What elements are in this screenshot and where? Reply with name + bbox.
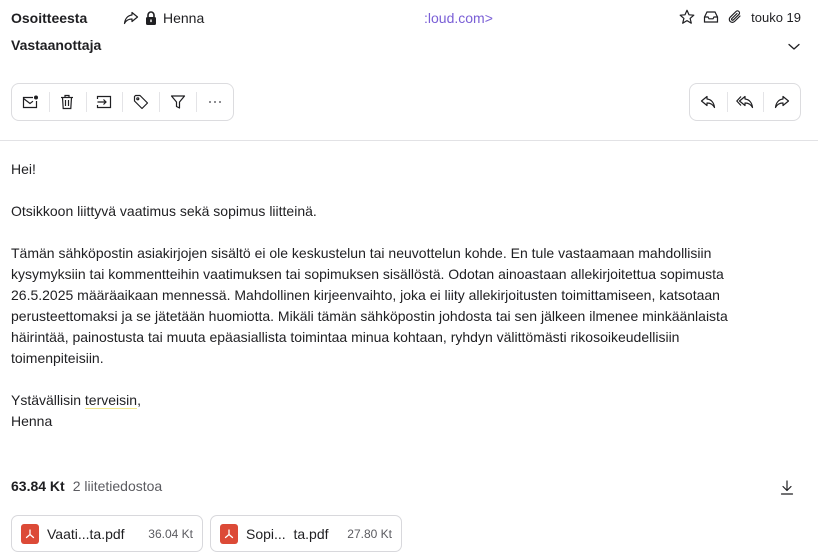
move-button[interactable] <box>86 84 123 120</box>
attachment-item[interactable] <box>210 515 402 552</box>
filter-button[interactable] <box>159 84 196 120</box>
more-button[interactable] <box>196 84 233 120</box>
sender-address[interactable]: :loud.com> <box>424 10 493 26</box>
star-icon[interactable] <box>679 9 695 25</box>
attachments-total-size: 63.84 Kt <box>11 478 65 494</box>
reply-button[interactable] <box>690 84 727 120</box>
trash-icon <box>60 94 74 110</box>
chevron-down-icon[interactable] <box>788 38 800 54</box>
closing-highlight: terveisin <box>84 392 138 408</box>
filter-icon <box>170 94 186 110</box>
header-divider <box>0 140 818 141</box>
main-paragraph: Tämän sähköpostin asiakirjojen sisältö ei ole keskustelun tai neuvottelun kohde. En tule vastaamaan mahdollisiin kysymyksiin tai kommentteihin vaatimuksen tai sopimuksen sisällöstä. Odotan ainoastaan allekirjoitettua sopimusta 26.5.2025 määräaikaan mennessä. Mahdollinen kirjeenvaihto, joka ei liity allekirjoitusten toimittamiseen, katsotaan perusteettomaksi ja se jätetään huomiotta. Mikäli tämän sähköpostin johdosta tai sen jälkeen ilmenee minkäänlaista häirintää, painostusta tai muuta epäasiallista toimintaa minua kohtaan, ryhdyn välittömästi rikosoikeudellisiin toimenpiteisiin. <box>11 245 728 366</box>
forwarded-icon <box>123 11 139 25</box>
tag-icon <box>133 94 149 110</box>
forward-icon <box>774 95 790 109</box>
label-button[interactable] <box>122 84 159 120</box>
closing-prefix: Ystävällisin <box>11 392 85 408</box>
pdf-icon <box>21 524 39 544</box>
reply-icon <box>700 95 716 109</box>
delete-button[interactable] <box>49 84 86 120</box>
message-meta <box>679 8 801 26</box>
to-label: Vastaanottaja <box>11 37 102 53</box>
attachment-size: 27.80 Kt <box>347 526 392 541</box>
inbox-icon <box>703 10 719 24</box>
attachments-summary <box>11 478 162 494</box>
message-actions-toolbar <box>11 83 234 121</box>
from-label: Osoitteesta <box>11 10 88 26</box>
greeting: Hei! <box>11 161 36 177</box>
intro-paragraph: Otsikkoon liittyvä vaatimus sekä sopimus liitteinä. <box>11 203 317 219</box>
reply-all-icon <box>736 95 754 109</box>
attachment-size: 36.04 Kt <box>148 526 193 541</box>
attachment-name: Sopi... ta.pdf <box>246 525 329 542</box>
attachment-name: Vaati...ta.pdf <box>47 525 125 542</box>
sender[interactable] <box>123 10 204 26</box>
move-to-folder-icon <box>96 95 112 109</box>
to-row <box>11 35 802 55</box>
pdf-icon <box>220 524 238 544</box>
closing-suffix: , <box>137 392 141 408</box>
download-all-icon[interactable] <box>780 480 794 498</box>
attachment-item[interactable] <box>11 515 203 552</box>
more-icon <box>208 100 222 104</box>
sender-name: Henna <box>163 10 205 26</box>
reply-all-button[interactable] <box>727 84 764 120</box>
signature: Henna <box>11 413 53 429</box>
mark-unread-button[interactable] <box>12 84 49 120</box>
paperclip-icon <box>727 9 743 25</box>
attachments-count: 2 liitetiedostoa <box>72 478 163 494</box>
closing <box>11 390 771 411</box>
reply-toolbar <box>689 83 801 121</box>
lock-icon <box>145 11 157 25</box>
forward-button[interactable] <box>763 84 800 120</box>
message-body <box>11 159 771 432</box>
mail-unread-icon <box>22 95 38 109</box>
message-date: touko 19 <box>751 9 801 25</box>
